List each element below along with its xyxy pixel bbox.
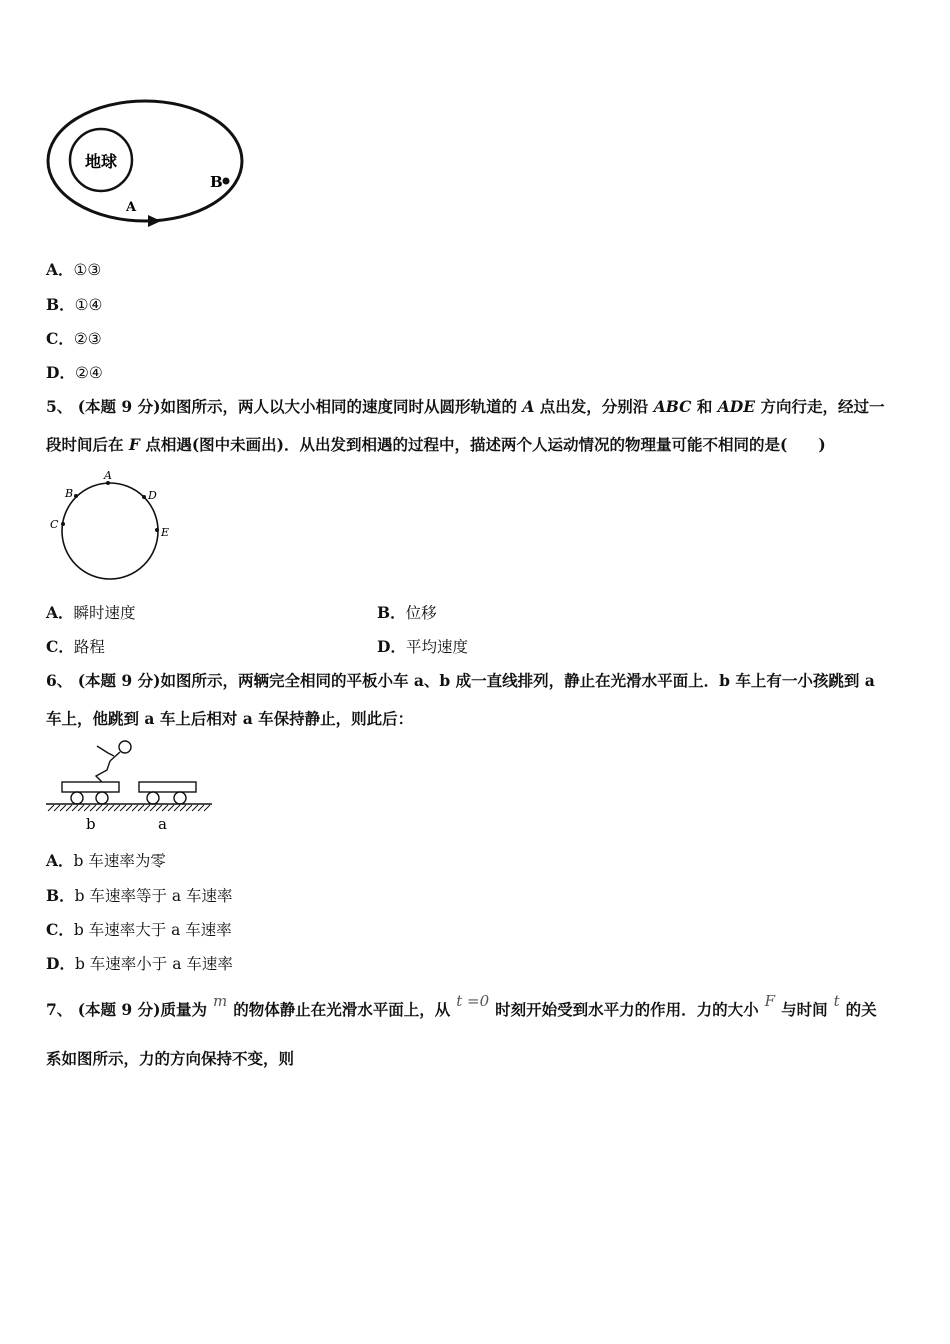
- child-arm: [97, 746, 114, 756]
- point-b: [74, 494, 78, 498]
- q6-option-c[interactable]: C．b 车速率大于 a 车速率: [46, 920, 232, 939]
- circle-track-figure: [44, 468, 179, 586]
- q7-stem-line2: 系如图所示，力的方向保持不变，则: [46, 1049, 295, 1068]
- q4-option-c[interactable]: C．②③: [46, 329, 102, 348]
- carts-figure: [44, 736, 216, 834]
- cart-a-wheel: [147, 792, 159, 804]
- q6-option-a[interactable]: A．b 车速率为零: [46, 851, 166, 870]
- q5-stem-line1: 5、 (本题 9 分)如图所示，两人以大小相同的速度同时从圆形轨道的 A 点出发，分别沿 ABC 和 ADE 方向行走，经过一: [46, 397, 885, 416]
- cart-a-wheel: [174, 792, 186, 804]
- ground-hatching: [48, 805, 210, 811]
- label-b: B: [65, 487, 74, 500]
- orbit-point-b: [223, 178, 230, 185]
- q6-stem-line2: 车上，他跳到 a 车上后相对 a 车保持静止，则此后：: [46, 709, 414, 728]
- symbol-t0: t =0: [456, 992, 490, 1010]
- symbol-m: m: [212, 992, 228, 1010]
- orbit-figure: [44, 98, 248, 228]
- q4-option-a[interactable]: A．①③: [46, 260, 102, 279]
- q6-option-d[interactable]: D．b 车速率小于 a 车速率: [46, 954, 233, 973]
- q5-option-c[interactable]: C．路程: [46, 637, 105, 656]
- point-c: [61, 522, 65, 526]
- q5-option-a[interactable]: A．瞬时速度: [46, 603, 136, 622]
- q7-stem-line1: 7、 (本题 9 分)质量为 m 的物体静止在光滑水平面上，从 t =0 时刻开始受到水平力的作用．力的大小 F 与时间 t 的关: [46, 992, 877, 1019]
- q4-option-d[interactable]: D．②④: [46, 363, 103, 382]
- q5-stem-line2: 段时间后在 F 点相遇(图中未画出)．从出发到相遇的过程中，描述两个人运动情况的物理量可能不相同的是( ): [46, 435, 826, 454]
- orbit-point-a-label: A: [126, 200, 137, 215]
- child-body: [110, 752, 120, 761]
- cart-a-label: a: [158, 815, 167, 833]
- label-d: D: [148, 489, 157, 502]
- earth-label: 地球: [84, 152, 118, 171]
- q6-option-b[interactable]: B．b 车速率等于 a 车速率: [46, 886, 233, 905]
- orbit-direction-arrow: [148, 215, 161, 227]
- q5-option-d[interactable]: D．平均速度: [377, 637, 468, 656]
- q4-option-b[interactable]: B．①④: [46, 295, 103, 314]
- symbol-f: F: [764, 992, 776, 1010]
- cart-b-label: b: [86, 815, 96, 833]
- point-d: [142, 495, 146, 499]
- child-head: [119, 741, 131, 753]
- point-e: [155, 528, 159, 532]
- cart-a-platform: [139, 782, 196, 792]
- label-a: A: [104, 469, 112, 482]
- label-e: E: [161, 526, 170, 539]
- orbit-ellipse: [48, 101, 242, 221]
- symbol-t: t: [833, 992, 840, 1010]
- label-c: C: [50, 518, 59, 531]
- child-leg: [96, 761, 110, 782]
- orbit-point-b-label: B: [210, 173, 223, 191]
- cart-b-wheel: [71, 792, 83, 804]
- cart-b-wheel: [96, 792, 108, 804]
- cart-b-platform: [62, 782, 119, 792]
- q5-option-b[interactable]: B．位移: [377, 603, 437, 622]
- q6-stem-line1: 6、 (本题 9 分)如图所示，两辆完全相同的平板小车 a、b 成一直线排列，静止在光滑水平面上．b 车上有一小孩跳到 a: [46, 671, 875, 690]
